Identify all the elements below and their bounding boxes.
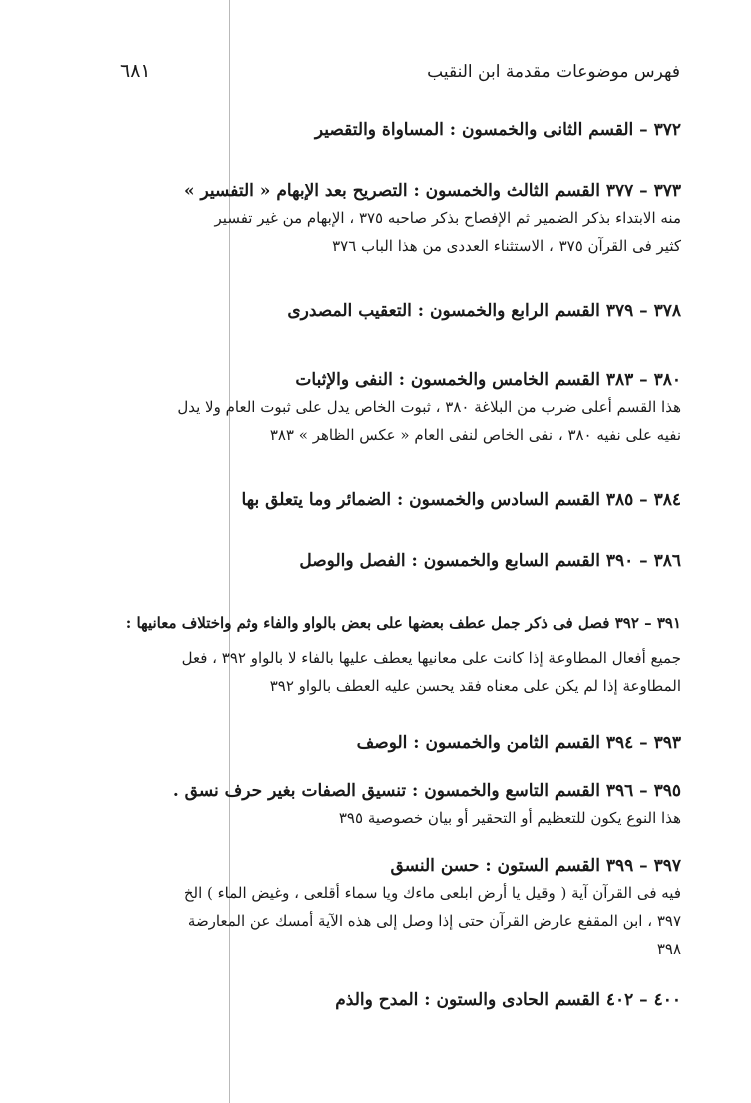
entry-description-line: جميع أفعال المطاوعة إذا كانت على معانيها يعطف عليها بالفاء لا بالواو ٣٩٢ ، فعل <box>181 649 681 667</box>
entry-description-line: هذا القسم أعلى ضرب من البلاغة ٣٨٠ ، ثبوت الخاص يدل على ثبوت العام ولا يدل <box>177 398 681 416</box>
entry-title: القسم التاسع والخمسون : تنسيق الصفات بغير حرف نسق . <box>172 781 600 801</box>
entry-description-line: فيه فى القرآن آية ( وقيل يا أرض ابلعى ماءك ويا سماء أقلعى ، وغيض الماء ) الخ <box>183 884 681 902</box>
index-entry <box>81 117 681 143</box>
entry-heading <box>81 117 681 143</box>
entry-description-line: نفيه على نفيه ٣٨٠ ، نفى الخاص لنفى العام « عكس الظاهر » ٣٨٣ <box>269 426 681 444</box>
index-entry <box>81 487 681 513</box>
entry-title: القسم الثامن والخمسون : الوصف <box>356 733 600 753</box>
entry-title: القسم الستون : حسن النسق <box>390 856 600 876</box>
entry-description-line: كثير فى القرآن ٣٧٥ ، الاستثناء العددى من هذا الباب ٣٧٦ <box>332 237 681 255</box>
index-entry <box>81 178 681 260</box>
entry-pages: ٤٠٠ – ٤٠٢ <box>605 990 681 1010</box>
entry-title: القسم الخامس والخمسون : النفى والإثبات <box>295 370 600 390</box>
entry-pages: ٣٨٤ – ٣٨٥ <box>605 490 681 510</box>
index-entry <box>81 730 681 756</box>
page-number: ٦٨١ <box>120 60 151 82</box>
entry-title: القسم السابع والخمسون : الفصل والوصل <box>299 551 600 571</box>
entry-heading <box>81 610 681 636</box>
entry-title: القسم السادس والخمسون : الضمائر وما يتعلق بها <box>241 490 600 510</box>
entry-pages: ٣٩٣ – ٣٩٤ <box>605 733 681 753</box>
entry-pages: ٣٩٧ – ٣٩٩ <box>605 856 681 876</box>
entry-description-line: ٣٩٧ ، ابن المقفع عارض القرآن حتى إذا وصل إلى هذه الآية أمسك عن المعارضة <box>187 912 681 930</box>
entry-title: القسم الثالث والخمسون : التصريح بعد الإبهام « التفسير » <box>184 181 600 201</box>
index-entry <box>81 548 681 574</box>
entry-heading <box>81 853 681 879</box>
entry-heading <box>81 487 681 513</box>
index-entry <box>81 853 681 963</box>
entry-pages: ٣٨٦ – ٣٩٠ <box>605 551 681 571</box>
entry-description-line: المطاوعة إذا لم يكن على معناه فقد يحسن عليه العطف بالواو ٣٩٢ <box>269 677 681 695</box>
entry-pages: ٣٧٢ – <box>639 120 681 140</box>
entry-pages: ٣٩٥ – ٣٩٦ <box>605 781 681 801</box>
entry-description-line: ٣٩٨ <box>656 940 681 958</box>
entry-heading <box>81 548 681 574</box>
entry-title: القسم الرابع والخمسون : التعقيب المصدرى <box>287 301 600 321</box>
entry-description-line: هذا النوع يكون للتعظيم أو التحقير أو بيان خصوصية ٣٩٥ <box>338 809 681 827</box>
entry-pages: ٣٨٠ – ٣٨٣ <box>605 370 681 390</box>
entry-pages: ٣٩١ – ٣٩٢ <box>614 614 681 632</box>
index-entry <box>81 298 681 324</box>
index-entry <box>81 987 681 1013</box>
entry-heading <box>81 778 681 804</box>
entry-title: القسم الحادى والستون : المدح والذم <box>335 990 600 1010</box>
entry-heading <box>81 367 681 393</box>
header-title: فهرس موضوعات مقدمة ابن النقيب <box>427 62 680 82</box>
entry-description-line: منه الابتداء بذكر الضمير ثم الإفصاح بذكر صاحبه ٣٧٥ ، الإبهام من غير تفسير <box>214 209 681 227</box>
running-header <box>120 62 680 92</box>
index-entry <box>81 367 681 449</box>
index-entry <box>81 610 681 700</box>
entry-heading <box>81 730 681 756</box>
entry-pages: ٣٧٣ – ٣٧٧ <box>605 181 681 201</box>
entry-heading <box>81 987 681 1013</box>
index-entry <box>81 778 681 832</box>
entry-title: القسم الثانى والخمسون : المساواة والتقصير <box>314 120 634 140</box>
entry-heading <box>81 298 681 324</box>
entry-heading <box>81 178 681 204</box>
entry-title: فصل فى ذكر جمل عطف بعضها على بعض بالواو والفاء وثم واختلاف معانيها : <box>125 614 610 632</box>
entry-pages: ٣٧٨ – ٣٧٩ <box>605 301 681 321</box>
